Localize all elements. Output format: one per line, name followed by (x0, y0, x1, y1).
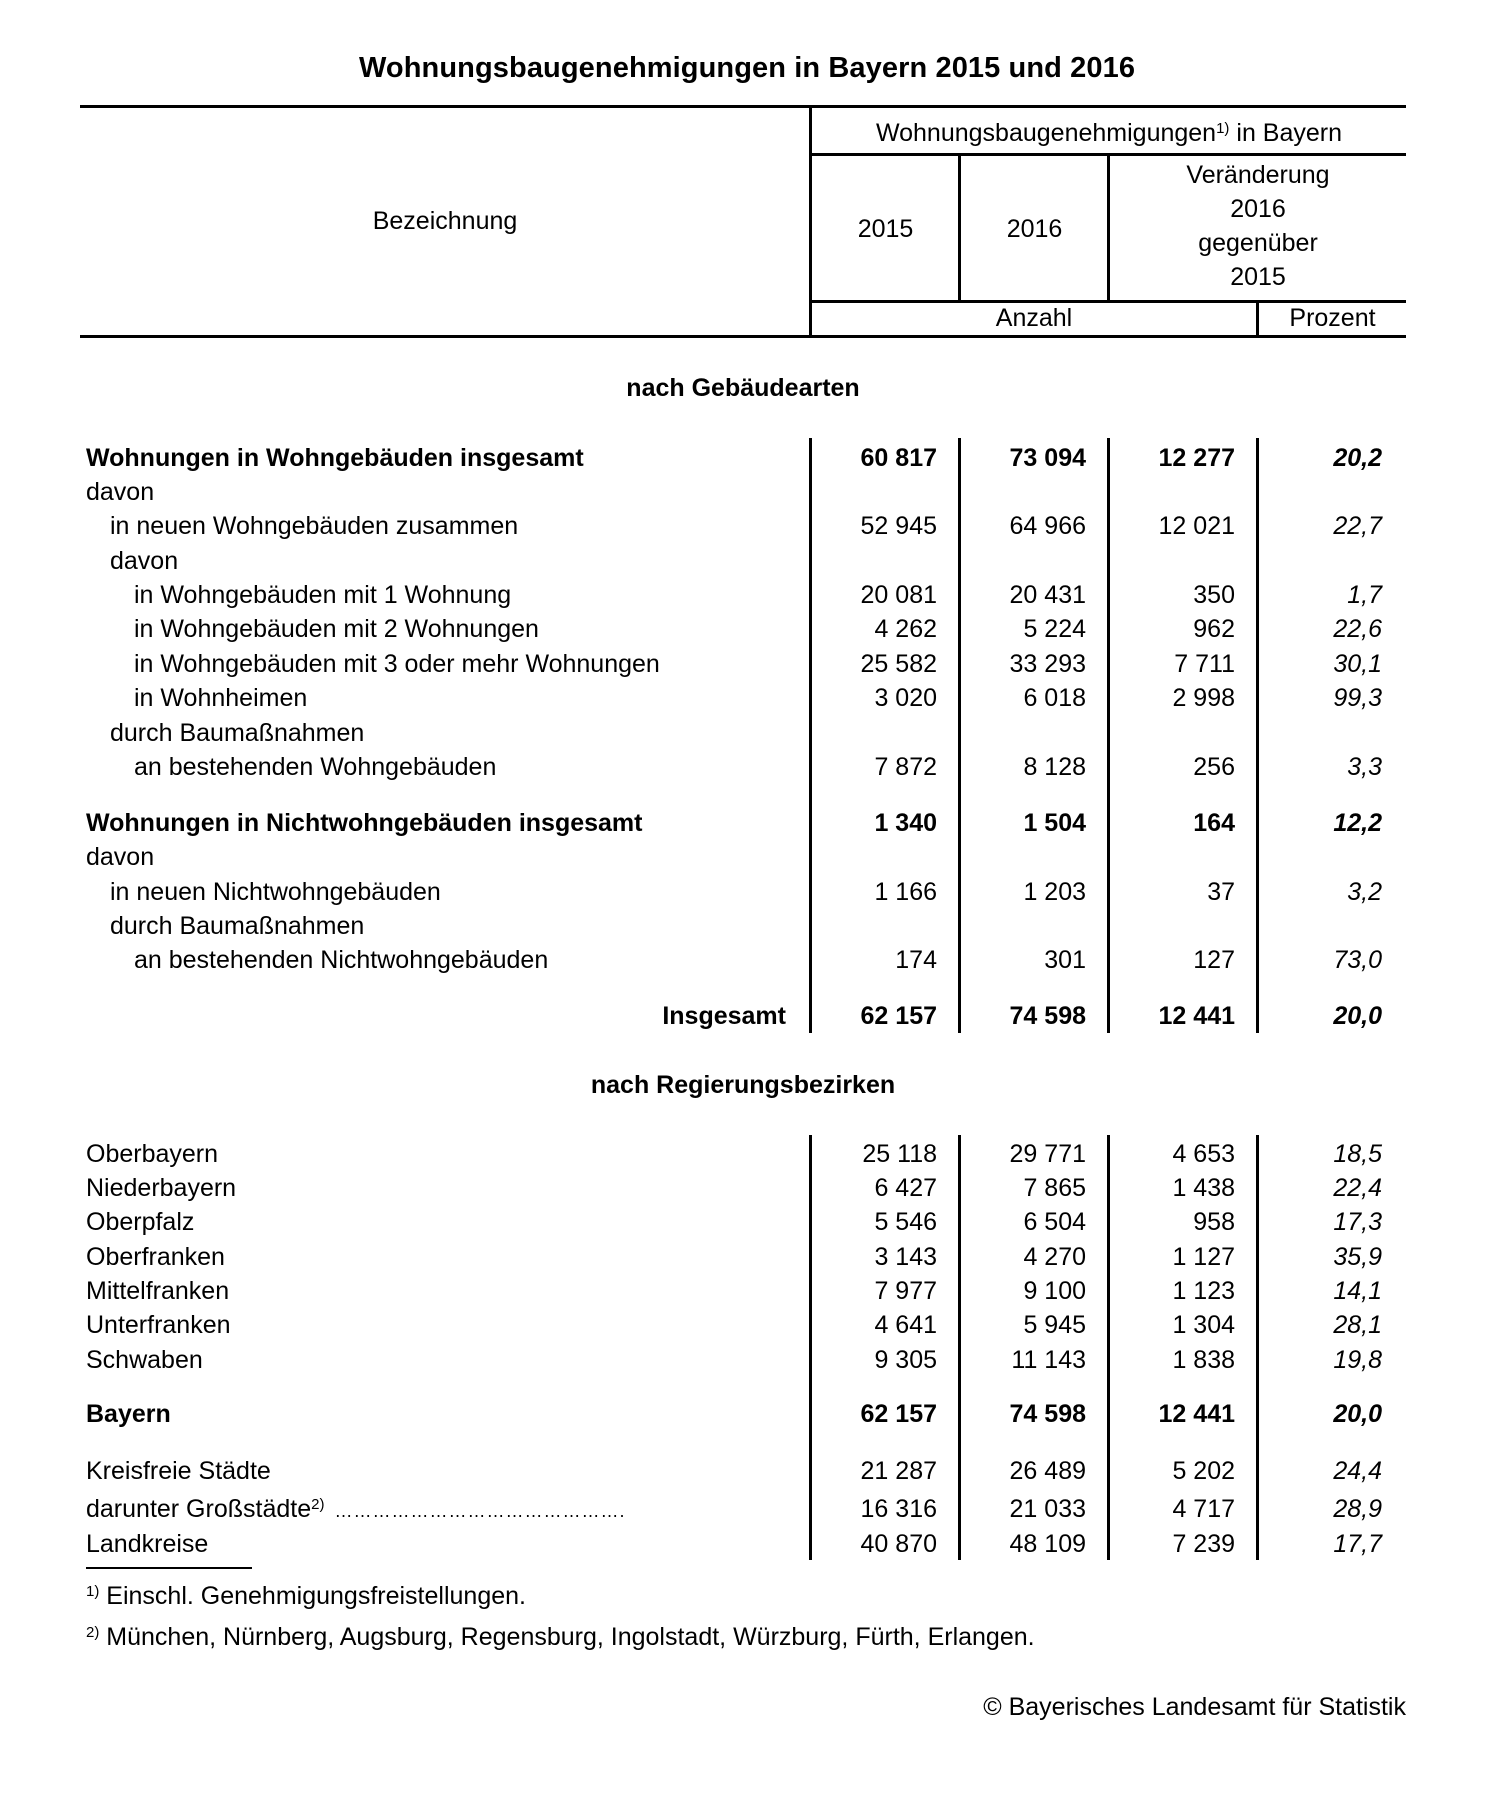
value-2016: 9 100 (1023, 1277, 1086, 1305)
row-label-text: Kreisfreie Städte (86, 1457, 271, 1485)
value-percent: 17,3 (1333, 1208, 1382, 1236)
row-label-text: davon (86, 843, 155, 871)
table-row (0, 909, 1494, 943)
row-label (86, 1343, 203, 1377)
footnote-rule (86, 1567, 252, 1569)
header-col-change (1110, 158, 1406, 294)
value-change: 12 021 (1158, 512, 1235, 540)
row-label (86, 1527, 208, 1561)
row-label-text: Oberpfalz (86, 1208, 195, 1236)
header-group (812, 116, 1406, 150)
row-label (134, 578, 511, 612)
footnote-mark: 2) (86, 1624, 100, 1641)
header-change-line: gegenüber (1198, 229, 1318, 257)
header-top-rule (80, 105, 1406, 108)
value-2016: 4 270 (1023, 1243, 1086, 1271)
row-label-text: in neuen Wohngebäuden zusammen (110, 512, 519, 540)
value-change: 2 998 (1172, 684, 1235, 712)
value-percent: 35,9 (1333, 1243, 1382, 1271)
value-2015: 1 166 (874, 878, 937, 906)
table-row (0, 475, 1494, 509)
value-change: 1 438 (1172, 1174, 1235, 1202)
value-2016: 26 489 (1009, 1457, 1086, 1485)
value-percent: 22,7 (1333, 512, 1382, 540)
row-label (134, 943, 548, 977)
row-label (134, 681, 307, 715)
value-2016: 1 504 (1023, 809, 1086, 837)
row-label-text: Oberfranken (86, 1243, 225, 1271)
header-group-suffix: in Bayern (1229, 119, 1342, 147)
section-heading-building-types: nach Gebäudearten (626, 374, 860, 402)
value-2015: 62 157 (860, 1002, 937, 1030)
row-label (86, 806, 642, 840)
table-row (0, 1397, 1494, 1431)
row-label-text: Niederbayern (86, 1174, 237, 1202)
row-label-text: davon (110, 547, 179, 575)
value-change: 37 (1207, 878, 1235, 906)
row-label (110, 909, 364, 943)
value-percent: 22,6 (1333, 615, 1382, 643)
table-row (0, 1274, 1494, 1308)
value-2016: 6 504 (1023, 1208, 1086, 1236)
table-row (0, 750, 1494, 784)
value-percent: 12,2 (1333, 809, 1382, 837)
value-change: 12 441 (1158, 1002, 1235, 1030)
value-2016: 21 033 (1009, 1495, 1086, 1523)
value-percent: 24,4 (1333, 1457, 1382, 1485)
row-label-text: an bestehenden Nichtwohngebäuden (134, 946, 549, 974)
value-2016: 48 109 (1009, 1530, 1086, 1558)
row-label (134, 612, 539, 646)
value-2016: 73 094 (1009, 444, 1086, 472)
row-label (86, 1308, 231, 1342)
value-2016: 8 128 (1023, 753, 1086, 781)
footnote-1 (86, 1579, 526, 1613)
row-label (110, 509, 518, 543)
header-unit-count: Anzahl (995, 304, 1073, 332)
value-percent: 20,0 (1333, 1002, 1382, 1030)
value-percent: 28,1 (1333, 1311, 1382, 1339)
value-2016: 64 966 (1009, 512, 1086, 540)
value-percent: 14,1 (1333, 1277, 1382, 1305)
value-change: 12 277 (1158, 444, 1235, 472)
dotted-leader: ………………………………………. (334, 1501, 626, 1521)
value-2016: 20 431 (1009, 581, 1086, 609)
header-col-2015: 2015 (857, 215, 914, 243)
row-label-text: Schwaben (86, 1346, 203, 1374)
header-change-line: Veränderung (1186, 161, 1330, 189)
value-change: 127 (1193, 946, 1235, 974)
row-label-text: Unterfranken (86, 1311, 231, 1339)
table-row (0, 1171, 1494, 1205)
row-label (86, 441, 584, 475)
value-change: 1 127 (1172, 1243, 1235, 1271)
value-2015: 5 546 (874, 1208, 937, 1236)
table-row (0, 509, 1494, 543)
row-label-text: Mittelfranken (86, 1277, 230, 1305)
table-row (0, 612, 1494, 646)
value-change: 4 653 (1172, 1140, 1235, 1168)
value-2016: 301 (1044, 946, 1086, 974)
table-row (0, 875, 1494, 909)
row-label-text: durch Baumaßnahmen (110, 912, 365, 940)
row-label-text: an bestehenden Wohngebäuden (134, 753, 497, 781)
row-label (86, 1274, 229, 1308)
value-percent: 3,3 (1347, 753, 1382, 781)
value-2015: 20 081 (860, 581, 937, 609)
header-col-2016: 2016 (1006, 215, 1063, 243)
row-label-text: Bayern (86, 1400, 171, 1428)
header-bottom-rule (80, 335, 1406, 338)
row-label-text: in Wohngebäuden mit 2 Wohnungen (134, 615, 539, 643)
table-row (0, 999, 1494, 1033)
value-2016: 5 224 (1023, 615, 1086, 643)
table-row (0, 647, 1494, 681)
value-change: 962 (1193, 615, 1235, 643)
value-2015: 62 157 (860, 1400, 937, 1428)
row-label (662, 999, 786, 1033)
row-label (86, 1454, 271, 1488)
value-change: 256 (1193, 753, 1235, 781)
page-title: Wohnungsbaugenehmigungen in Bayern 2015 und 2016 (358, 52, 1136, 84)
footnote-mark: 1) (86, 1583, 100, 1600)
value-percent: 28,9 (1333, 1495, 1382, 1523)
table-row (0, 806, 1494, 840)
footnote-text: München, Nürnberg, Augsburg, Regensburg, Ingolstadt, Würzburg, Fürth, Erlangen. (99, 1623, 1035, 1651)
value-percent: 3,2 (1347, 878, 1382, 906)
section-heading-districts: nach Regierungsbezirken (590, 1071, 896, 1099)
table-row (0, 544, 1494, 578)
row-label (86, 1171, 236, 1205)
value-change: 350 (1193, 581, 1235, 609)
value-2015: 1 340 (874, 809, 937, 837)
table-row (0, 943, 1494, 977)
table-row (0, 441, 1494, 475)
table-row (0, 840, 1494, 874)
value-change: 1 123 (1172, 1277, 1235, 1305)
value-2015: 7 872 (874, 753, 937, 781)
value-2016: 11 143 (1011, 1346, 1086, 1374)
value-percent: 73,0 (1333, 946, 1382, 974)
header-change-line: 2015 (1230, 263, 1286, 291)
value-change: 7 711 (1174, 650, 1235, 678)
footnote-ref-2: 2) (311, 1496, 325, 1513)
header-label-column: Bezeichnung (372, 207, 518, 235)
value-percent: 99,3 (1333, 684, 1382, 712)
value-2015: 25 118 (862, 1140, 937, 1168)
value-2016: 7 865 (1023, 1174, 1086, 1202)
value-2015: 52 945 (860, 512, 937, 540)
value-2015: 21 287 (860, 1457, 937, 1485)
table-row (0, 1308, 1494, 1342)
value-2016: 74 598 (1009, 1002, 1086, 1030)
footnote-ref-1: 1) (1216, 120, 1230, 137)
row-label (134, 750, 496, 784)
table-row (0, 1492, 1494, 1526)
value-2015: 4 641 (874, 1311, 937, 1339)
row-label-text: davon (86, 478, 155, 506)
value-change: 958 (1193, 1208, 1235, 1236)
footnote-2 (86, 1620, 1035, 1654)
value-percent: 20,2 (1333, 444, 1382, 472)
value-percent: 19,8 (1333, 1346, 1382, 1374)
value-2015: 60 817 (860, 444, 937, 472)
table-row (0, 1240, 1494, 1274)
copyright: © Bayerisches Landesamt für Statistik (983, 1693, 1406, 1721)
value-2015: 174 (895, 946, 937, 974)
row-label-text: Landkreise (86, 1530, 209, 1558)
table-row (0, 1205, 1494, 1239)
row-label (86, 840, 154, 874)
table-row (0, 1343, 1494, 1377)
value-change: 5 202 (1172, 1457, 1235, 1485)
header-change-line: 2016 (1230, 195, 1286, 223)
row-label-text: darunter Großstädte (86, 1495, 312, 1523)
value-2015: 25 582 (860, 650, 937, 678)
value-change: 1 304 (1172, 1311, 1235, 1339)
row-label-text: Oberbayern (86, 1140, 219, 1168)
row-label (86, 475, 154, 509)
row-label (86, 1240, 225, 1274)
header-unit-percent: Prozent (1289, 304, 1376, 332)
value-percent: 18,5 (1333, 1140, 1382, 1168)
row-label-text: Insgesamt (662, 1002, 786, 1030)
value-change: 12 441 (1158, 1400, 1235, 1428)
value-2015: 9 305 (874, 1346, 937, 1374)
value-percent: 20,0 (1333, 1400, 1382, 1428)
row-label (110, 544, 178, 578)
row-label-text: durch Baumaßnahmen (110, 719, 365, 747)
value-2015: 3 020 (874, 684, 937, 712)
value-change: 4 717 (1172, 1495, 1235, 1523)
table-row (0, 578, 1494, 612)
value-2016: 6 018 (1023, 684, 1086, 712)
value-2016: 1 203 (1023, 878, 1086, 906)
table-row (0, 1454, 1494, 1488)
value-2015: 6 427 (874, 1174, 937, 1202)
table-row (0, 1137, 1494, 1171)
table-row (0, 681, 1494, 715)
value-2016: 33 293 (1009, 650, 1086, 678)
table-row (0, 1527, 1494, 1561)
row-label-text: in Wohnheimen (134, 684, 308, 712)
value-2015: 40 870 (860, 1530, 937, 1558)
value-change: 164 (1193, 809, 1235, 837)
value-2016: 5 945 (1023, 1311, 1086, 1339)
footnote-text: Einschl. Genehmigungsfreistellungen. (99, 1582, 526, 1610)
value-percent: 17,7 (1333, 1530, 1382, 1558)
row-label-text: in Wohngebäuden mit 3 oder mehr Wohnungen (134, 650, 660, 678)
row-label (86, 1492, 625, 1528)
value-percent: 22,4 (1333, 1174, 1382, 1202)
header-group-text: Wohnungsbaugenehmigungen (875, 119, 1217, 147)
row-label-text: in Wohngebäuden mit 1 Wohnung (134, 581, 512, 609)
row-label (86, 1205, 194, 1239)
value-percent: 1,7 (1347, 581, 1382, 609)
value-percent: 30,1 (1333, 650, 1382, 678)
value-change: 1 838 (1172, 1346, 1235, 1374)
value-2015: 16 316 (860, 1495, 937, 1523)
row-label (110, 875, 441, 909)
table-row (0, 716, 1494, 750)
row-label-text: in neuen Nichtwohngebäuden (110, 878, 441, 906)
value-2015: 4 262 (874, 615, 937, 643)
row-label-text: Wohnungen in Nichtwohngebäuden insgesamt (86, 809, 643, 837)
value-2016: 29 771 (1009, 1140, 1086, 1168)
value-change: 7 239 (1172, 1530, 1235, 1558)
value-2016: 74 598 (1009, 1400, 1086, 1428)
row-label (86, 1397, 171, 1431)
row-label-text: Wohnungen in Wohngebäuden insgesamt (86, 444, 584, 472)
value-2015: 3 143 (874, 1243, 937, 1271)
row-label (134, 647, 660, 681)
value-2015: 7 977 (874, 1277, 937, 1305)
row-label (110, 716, 364, 750)
row-label (86, 1137, 218, 1171)
